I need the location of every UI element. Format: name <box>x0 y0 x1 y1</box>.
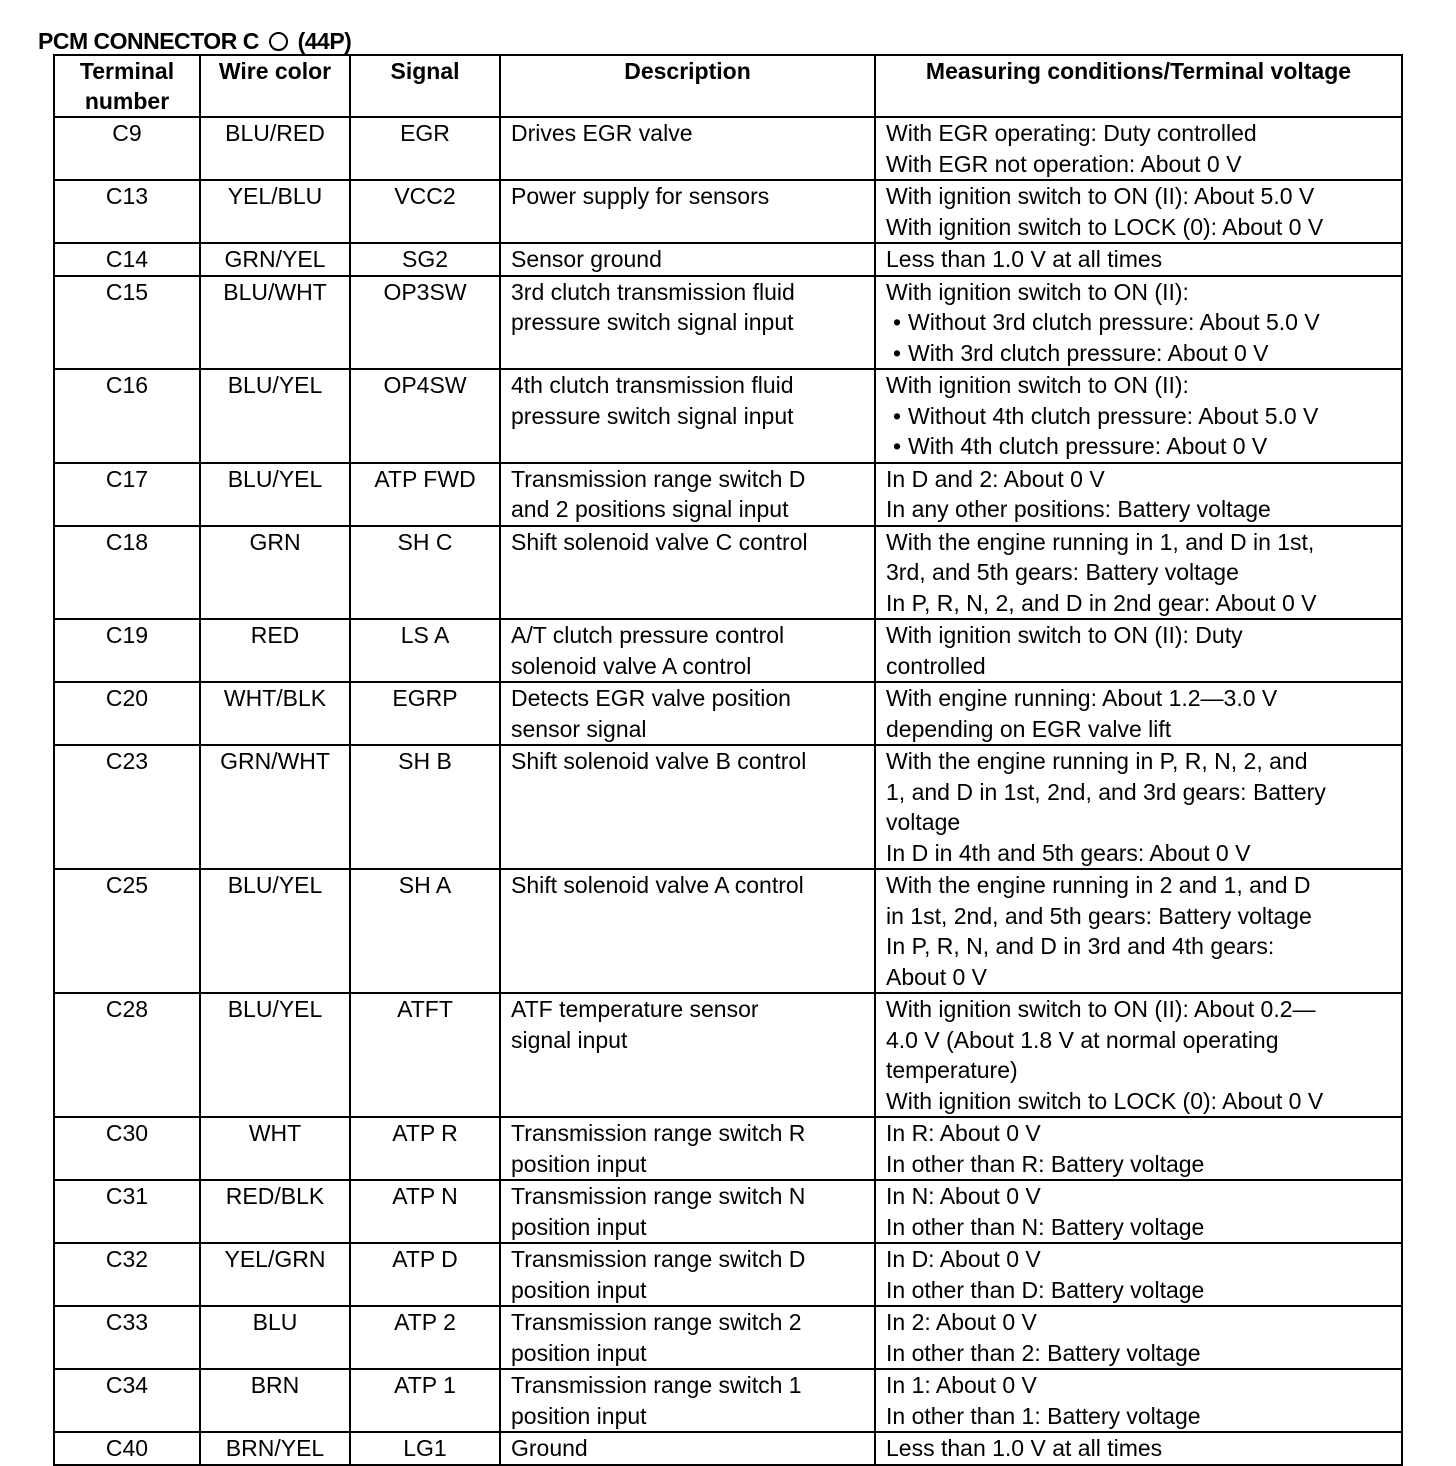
cell-description <box>500 1369 875 1432</box>
table-row <box>54 1180 1402 1243</box>
cell-signal-line: OP4SW <box>383 372 467 398</box>
cell-signal-line: ATFT <box>397 996 453 1022</box>
cell-description <box>500 1306 875 1369</box>
cell-signal <box>350 993 500 1117</box>
cell-wire-color-line: GRN <box>249 528 301 555</box>
cell-terminal-line: C18 <box>105 528 149 555</box>
cell-description-line: Drives EGR valve <box>511 120 693 146</box>
cell-signal-line: SH A <box>398 872 452 898</box>
cell-conditions-line: In R: About 0 V <box>886 1120 1041 1146</box>
cell-conditions-line: In other than 1: Battery voltage <box>886 1402 1201 1429</box>
cell-terminal-line: C19 <box>105 622 149 648</box>
cell-description <box>500 117 875 180</box>
cell-wire-color-line: RED <box>250 622 300 648</box>
cell-wire-color-line: BLU/YEL <box>227 372 323 398</box>
cell-signal-line: ATP N <box>392 1183 458 1209</box>
col-header-wire: Wire color <box>200 55 350 117</box>
cell-signal <box>350 869 500 993</box>
cell-conditions-line: In N: About 0 V <box>886 1183 1041 1209</box>
cell-description-line: Shift solenoid valve C control <box>511 528 808 555</box>
cell-conditions-line: With ignition switch to ON (II): About 5.0 V <box>886 183 1315 209</box>
cell-wire-color <box>200 243 350 276</box>
cell-signal <box>350 745 500 869</box>
cell-terminal-line: C13 <box>105 183 149 209</box>
cell-description-line: Sensor ground <box>511 246 662 272</box>
cell-conditions-line: With EGR operating: Duty controlled <box>886 120 1257 146</box>
cell-terminal <box>54 526 200 620</box>
cell-description-line: Power supply for sensors <box>511 183 770 209</box>
cell-terminal-line: C40 <box>105 1435 149 1461</box>
cell-terminal-line: C15 <box>105 278 149 305</box>
cell-signal-line: OP3SW <box>383 278 467 305</box>
cell-conditions-line: • Without 3rd clutch pressure: About 5.0 V <box>886 307 1401 338</box>
cell-conditions <box>875 369 1402 463</box>
cell-terminal <box>54 1306 200 1369</box>
cell-conditions-line: With ignition switch to LOCK (0): About 0 V <box>886 1087 1324 1114</box>
cell-description <box>500 993 875 1117</box>
cell-terminal <box>54 1180 200 1243</box>
cell-terminal <box>54 276 200 370</box>
cell-signal <box>350 1432 500 1465</box>
cell-signal-line: ATP D <box>392 1246 458 1272</box>
cell-signal <box>350 682 500 745</box>
cell-signal <box>350 1306 500 1369</box>
cell-terminal-line: C16 <box>105 372 149 398</box>
cell-conditions <box>875 526 1402 620</box>
cell-terminal <box>54 682 200 745</box>
cell-wire-color <box>200 682 350 745</box>
cell-terminal <box>54 1369 200 1432</box>
cell-conditions-line: Less than 1.0 V at all times <box>886 1435 1163 1461</box>
cell-conditions-line: In D in 4th and 5th gears: About 0 V <box>886 839 1251 866</box>
cell-conditions-line: 4.0 V (About 1.8 V at normal operating <box>886 1026 1279 1053</box>
table-row <box>54 869 1402 993</box>
table-row <box>54 1117 1402 1180</box>
cell-description <box>500 1432 875 1465</box>
cell-description-line: Transmission range switch 1 <box>511 1372 802 1398</box>
cell-wire-color <box>200 619 350 682</box>
table-row <box>54 1432 1402 1465</box>
cell-conditions <box>875 1243 1402 1306</box>
cell-wire-color <box>200 1243 350 1306</box>
cell-terminal <box>54 117 200 180</box>
table-row <box>54 682 1402 745</box>
table-row <box>54 117 1402 180</box>
title-text: PCM CONNECTOR C <box>38 28 259 54</box>
col-header-conditions: Measuring conditions/Terminal voltage <box>875 55 1402 117</box>
cell-signal-line: SH C <box>397 528 453 555</box>
cell-signal <box>350 526 500 620</box>
cell-description-line: position input <box>511 1150 647 1177</box>
cell-signal <box>350 243 500 276</box>
table-row <box>54 276 1402 370</box>
cell-description <box>500 1180 875 1243</box>
table-row <box>54 619 1402 682</box>
cell-conditions <box>875 869 1402 993</box>
table-row <box>54 526 1402 620</box>
table-row <box>54 463 1402 526</box>
cell-signal <box>350 1117 500 1180</box>
cell-conditions-line: • With 4th clutch pressure: About 0 V <box>886 431 1401 462</box>
cell-signal <box>350 1180 500 1243</box>
cell-wire-color <box>200 180 350 243</box>
col-header-terminal: Terminal number <box>54 55 200 117</box>
table-row <box>54 180 1402 243</box>
cell-description <box>500 369 875 463</box>
cell-wire-color-line: BLU <box>252 1309 298 1335</box>
cell-conditions-line: With the engine running in P, R, N, 2, and <box>886 748 1308 774</box>
cell-description <box>500 619 875 682</box>
cell-description-line: Transmission range switch D <box>511 1246 806 1272</box>
cell-wire-color <box>200 1180 350 1243</box>
cell-wire-color-line: BLU/RED <box>225 120 325 146</box>
cell-description <box>500 1243 875 1306</box>
cell-conditions <box>875 276 1402 370</box>
cell-description-line: Transmission range switch D <box>511 465 806 492</box>
cell-description-line: Detects EGR valve position <box>511 685 791 711</box>
cell-description-line: A/T clutch pressure control <box>511 622 785 648</box>
cell-wire-color <box>200 526 350 620</box>
cell-description-line: solenoid valve A control <box>511 652 752 679</box>
cell-description-line: Ground <box>511 1435 588 1461</box>
col-header-description: Description <box>500 55 875 117</box>
cell-conditions-line: 1, and D in 1st, 2nd, and 3rd gears: Battery <box>886 778 1326 805</box>
cell-conditions-line: In other than D: Battery voltage <box>886 1276 1205 1303</box>
cell-wire-color-line: YEL/GRN <box>224 1246 326 1272</box>
cell-signal <box>350 619 500 682</box>
cell-description <box>500 526 875 620</box>
cell-signal-line: EGR <box>400 120 450 146</box>
cell-conditions <box>875 993 1402 1117</box>
cell-terminal <box>54 619 200 682</box>
cell-wire-color <box>200 276 350 370</box>
cell-wire-color-line: BLU/WHT <box>223 278 327 305</box>
cell-description-line: Transmission range switch 2 <box>511 1309 802 1335</box>
cell-conditions-line: in 1st, 2nd, and 5th gears: Battery voltage <box>886 902 1312 929</box>
cell-description-line: and 2 positions signal input <box>511 496 789 522</box>
cell-terminal <box>54 745 200 869</box>
cell-conditions-line: depending on EGR valve lift <box>886 715 1172 742</box>
cell-description-line: Shift solenoid valve B control <box>511 748 807 774</box>
cell-description <box>500 1117 875 1180</box>
cell-conditions-line: • Without 4th clutch pressure: About 5.0 V <box>886 401 1401 432</box>
cell-signal <box>350 463 500 526</box>
table-row <box>54 369 1402 463</box>
cell-terminal-line: C32 <box>105 1246 149 1272</box>
cell-description-line: position input <box>511 1213 647 1240</box>
cell-wire-color-line: BLU/YEL <box>227 465 323 492</box>
cell-terminal <box>54 993 200 1117</box>
cell-signal-line: ATP FWD <box>374 465 476 492</box>
table-row <box>54 243 1402 276</box>
cell-conditions <box>875 619 1402 682</box>
cell-conditions <box>875 1369 1402 1432</box>
cell-wire-color <box>200 1432 350 1465</box>
col-header-signal: Signal <box>350 55 500 117</box>
cell-terminal-line: C9 <box>112 120 142 146</box>
cell-terminal-line: C23 <box>105 748 149 774</box>
cell-terminal-line: C30 <box>105 1120 149 1146</box>
cell-conditions <box>875 463 1402 526</box>
table-row <box>54 745 1402 869</box>
cell-conditions-line: With engine running: About 1.2—3.0 V <box>886 685 1278 711</box>
table-body <box>54 117 1402 1465</box>
cell-wire-color <box>200 1117 350 1180</box>
cell-description <box>500 682 875 745</box>
cell-terminal <box>54 463 200 526</box>
cell-description-line: signal input <box>511 1026 628 1053</box>
cell-terminal <box>54 369 200 463</box>
connector-table <box>53 54 1403 1466</box>
cell-conditions <box>875 745 1402 869</box>
cell-conditions-line: 3rd, and 5th gears: Battery voltage <box>886 559 1239 585</box>
cell-signal-line: ATP 2 <box>394 1309 456 1335</box>
cell-description <box>500 276 875 370</box>
table-row <box>54 993 1402 1117</box>
table-row <box>54 1306 1402 1369</box>
cell-wire-color <box>200 745 350 869</box>
cell-conditions <box>875 180 1402 243</box>
cell-conditions <box>875 1180 1402 1243</box>
cell-conditions-line: In any other positions: Battery voltage <box>886 496 1271 522</box>
cell-wire-color-line: WHT/BLK <box>223 685 327 711</box>
cell-conditions-line: In D and 2: About 0 V <box>886 465 1105 492</box>
cell-conditions <box>875 1432 1402 1465</box>
cell-description <box>500 463 875 526</box>
circle-icon <box>269 32 288 51</box>
cell-conditions-line: In 1: About 0 V <box>886 1372 1037 1398</box>
cell-wire-color <box>200 117 350 180</box>
cell-terminal <box>54 180 200 243</box>
cell-terminal <box>54 243 200 276</box>
cell-conditions-line: In other than 2: Battery voltage <box>886 1339 1201 1366</box>
cell-terminal-line: C33 <box>105 1309 149 1335</box>
cell-conditions-line: In P, R, N, 2, and D in 2nd gear: About 0 V <box>886 589 1317 616</box>
cell-description-line: 3rd clutch transmission fluid <box>511 278 795 305</box>
cell-conditions-line: controlled <box>886 652 986 679</box>
cell-description-line: ATF temperature sensor <box>511 996 759 1022</box>
cell-description-line: Transmission range switch R <box>511 1120 806 1146</box>
cell-terminal-line: C34 <box>105 1372 149 1398</box>
cell-conditions-line: voltage <box>886 809 961 835</box>
cell-terminal-line: C31 <box>105 1183 149 1209</box>
page-title <box>38 28 351 55</box>
cell-description <box>500 243 875 276</box>
cell-signal <box>350 1243 500 1306</box>
cell-signal-line: ATP 1 <box>394 1372 456 1398</box>
cell-wire-color-line: BRN/YEL <box>225 1435 325 1461</box>
cell-wire-color <box>200 1306 350 1369</box>
title-pin-count: (44P) <box>297 28 352 54</box>
cell-wire-color-line: GRN/YEL <box>224 246 326 272</box>
cell-conditions-line: With ignition switch to ON (II): <box>886 278 1189 305</box>
cell-description-line: pressure switch signal input <box>511 309 794 335</box>
cell-conditions-line: In other than N: Battery voltage <box>886 1213 1205 1240</box>
cell-terminal-line: C20 <box>105 685 149 711</box>
header-row <box>54 55 1402 117</box>
cell-conditions-line: Less than 1.0 V at all times <box>886 246 1163 272</box>
cell-wire-color <box>200 869 350 993</box>
cell-signal-line: LS A <box>400 622 450 648</box>
cell-signal-line: EGRP <box>392 685 458 711</box>
cell-description <box>500 869 875 993</box>
cell-conditions-line: About 0 V <box>886 963 988 990</box>
cell-terminal-line: C14 <box>105 246 149 272</box>
cell-conditions-line: In D: About 0 V <box>886 1246 1041 1272</box>
cell-wire-color <box>200 463 350 526</box>
table-row <box>54 1243 1402 1306</box>
cell-signal-line: ATP R <box>392 1120 458 1146</box>
cell-signal <box>350 276 500 370</box>
cell-conditions-line: With the engine running in 1, and D in 1st, <box>886 528 1315 555</box>
cell-signal-line: SG2 <box>401 246 449 272</box>
cell-conditions <box>875 117 1402 180</box>
cell-description <box>500 180 875 243</box>
cell-conditions-line: With ignition switch to ON (II): Duty <box>886 622 1243 648</box>
cell-signal <box>350 117 500 180</box>
cell-conditions <box>875 682 1402 745</box>
cell-description-line: sensor signal <box>511 715 647 742</box>
cell-description-line: position input <box>511 1339 647 1366</box>
cell-terminal-line: C28 <box>105 996 149 1022</box>
table-row <box>54 1369 1402 1432</box>
cell-terminal <box>54 1117 200 1180</box>
cell-description-line: 4th clutch transmission fluid <box>511 372 794 398</box>
cell-signal-line: VCC2 <box>394 183 456 209</box>
cell-terminal <box>54 869 200 993</box>
cell-conditions-line: In P, R, N, and D in 3rd and 4th gears: <box>886 933 1275 959</box>
cell-description-line: position input <box>511 1276 647 1303</box>
cell-conditions-line: With EGR not operation: About 0 V <box>886 150 1242 177</box>
cell-conditions-line: With ignition switch to LOCK (0): About 0 V <box>886 213 1324 240</box>
cell-wire-color-line: BLU/YEL <box>227 872 323 898</box>
cell-terminal <box>54 1432 200 1465</box>
cell-conditions-line: In 2: About 0 V <box>886 1309 1037 1335</box>
cell-description-line: Shift solenoid valve A control <box>511 872 804 898</box>
cell-wire-color-line: BRN <box>250 1372 300 1398</box>
cell-wire-color-line: BLU/YEL <box>227 996 323 1022</box>
cell-wire-color <box>200 993 350 1117</box>
cell-description <box>500 745 875 869</box>
cell-wire-color-line: GRN/WHT <box>220 748 330 774</box>
cell-conditions-line: With the engine running in 2 and 1, and D <box>886 872 1311 898</box>
cell-wire-color-line: WHT <box>248 1120 302 1146</box>
cell-conditions-line: With ignition switch to ON (II): About 0.2— <box>886 996 1316 1022</box>
cell-signal <box>350 180 500 243</box>
cell-conditions <box>875 243 1402 276</box>
cell-conditions <box>875 1117 1402 1180</box>
cell-description-line: Transmission range switch N <box>511 1183 806 1209</box>
cell-signal <box>350 1369 500 1432</box>
cell-signal-line: SH B <box>398 748 452 774</box>
cell-wire-color <box>200 1369 350 1432</box>
cell-conditions-line: In other than R: Battery voltage <box>886 1150 1205 1177</box>
cell-wire-color-line: YEL/BLU <box>227 183 323 209</box>
cell-conditions <box>875 1306 1402 1369</box>
cell-description-line: position input <box>511 1402 647 1429</box>
cell-wire-color-line: RED/BLK <box>225 1183 325 1209</box>
cell-wire-color <box>200 369 350 463</box>
cell-terminal-line: C17 <box>105 465 149 492</box>
cell-conditions-line: With ignition switch to ON (II): <box>886 372 1189 398</box>
cell-conditions-line: • With 3rd clutch pressure: About 0 V <box>886 338 1401 369</box>
cell-signal-line: LG1 <box>403 1435 447 1461</box>
cell-signal <box>350 369 500 463</box>
cell-conditions-line: temperature) <box>886 1057 1018 1083</box>
cell-terminal-line: C25 <box>105 872 149 898</box>
cell-terminal <box>54 1243 200 1306</box>
cell-description-line: pressure switch signal input <box>511 402 794 429</box>
